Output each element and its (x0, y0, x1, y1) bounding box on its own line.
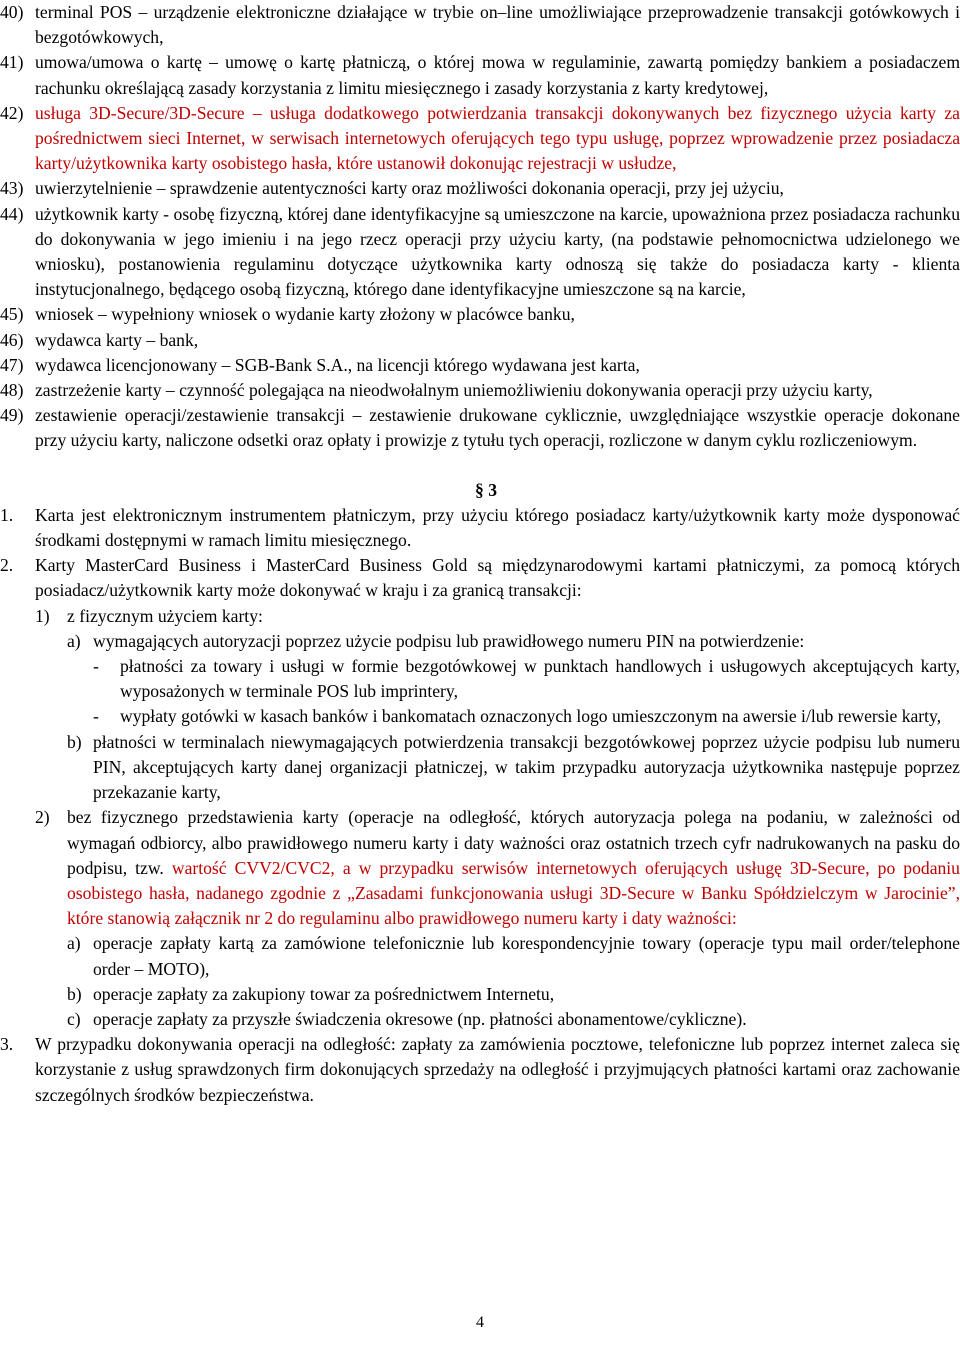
page-number: 4 (476, 1314, 484, 1331)
point-2-2 (0, 805, 960, 931)
paragraph-text: Karty MasterCard Business i MasterCard Business Gold są międzynarodowymi kartami płatniczymi, za pomocą których posiadacz/użytkownik karty może dokonywać w kraju i za granicą transakcji: (35, 555, 960, 601)
paragraph-text: Karta jest elektronicznym instrumentem płatniczym, przy użyciu którego posiadacz karty/użytkownik karty może dysponować środkami dostępnymi w ramach limitu miesięcznego. (35, 504, 960, 551)
definition-number: 44) (0, 203, 24, 224)
definition-48 (0, 378, 960, 403)
definition-text: usługa 3D-Secure/3D-Secure – usługa dodatkowego potwierdzania transakcji dokonywanych bez fizycznego użycia karty za pośrednictwem sieci Internet, w serwisach internetowych oferujących tego typu usługę, poprzez wprowadzenie przez posiadacza karty/użytkownika karty osobistego hasła, które ustanowił dokonując rejestracji w usłudze, (35, 102, 960, 174)
letter-text: operacje zapłaty za zakupiony towar za pośrednictwem Internetu, (93, 983, 555, 1004)
definition-text: wniosek – wypełniony wniosek o wydanie karty złożony w placówce banku, (35, 304, 575, 325)
point-text-black: bez fizycznego przedstawienia karty (operacje na odległość, których autoryzacja polega na podaniu, w zależności od wymagań odbiorcy, albo prawidłowego numeru karty i daty ważności oraz ostatnich trzech cyfr nadrukowanych na pasku do podpisu, tzw. (67, 807, 960, 878)
definition-text: uwierzytelnienie – sprawdzenie autentyczności karty oraz możliwości dokonania operacji, przy jej użyciu, (35, 178, 784, 199)
letter-number: a) (67, 933, 81, 954)
letter-number: b) (67, 983, 82, 1004)
definition-number: 47) (0, 354, 24, 375)
definition-number: 48) (0, 380, 24, 401)
point-number: 1) (35, 605, 50, 626)
definition-text: zestawienie operacji/zestawienie transakcji – zestawienie drukowane cyklicznie, uwzględniające wszystkie operacje dokonane przy użyciu karty, naliczone odsetki oraz opłaty i prowizje z tytułu tych operacji, rozliczone w danym cyklu rozliczeniowym. (35, 405, 960, 451)
definition-45 (0, 302, 960, 327)
definition-number: 41) (0, 52, 24, 73)
dash-item-2 (0, 704, 960, 729)
definition-49 (0, 403, 960, 453)
dash-item-1 (0, 654, 960, 704)
letter-text: operacje zapłaty kartą za zamówione telefonicznie lub korespondencyjnie towary (operacje typu mail order/telephone order – MOTO), (93, 933, 960, 979)
definition-number: 43) (0, 178, 24, 199)
definition-text: terminal POS – urządzenie elektroniczne działające w trybie on–line umożliwiające przeprowadzenie transakcji gotówkowych i bezgotówkowych, (35, 2, 960, 48)
letter-2-2-a (0, 931, 960, 981)
point-text-highlighted: wartość CVV2/CVC2, a w przypadku serwisów internetowych oferujących usługę 3D-Secure, po podaniu osobistego hasła, nadanego zgodnie z „Zasadami funkcjonowania usługi 3D-Secure w Banku Spółdzielczym w Jarocinie”, które stanowią załącznik nr 2 do regulaminu albo prawidłowego numeru karty i daty ważności: (67, 857, 960, 929)
letter-2-1-a (0, 629, 960, 654)
paragraph-number: 3. (0, 1034, 14, 1055)
letter-text: operacje zapłaty za przyszłe świadczenia okresowe (np. płatności abonamentowe/cykliczne). (93, 1008, 747, 1029)
letter-2-2-b (0, 982, 960, 1007)
letter-text: płatności w terminalach niewymagających potwierdzenia transakcji bezgotówkowej poprzez użycie podpisu lub numeru PIN, akceptujących karty danej organizacji płatniczej, w takim przypadku autoryzacja użytkownika następuje poprzez przekazanie karty, (93, 731, 960, 803)
definition-number: 49) (0, 405, 24, 426)
letter-number: c) (67, 1008, 81, 1029)
paragraph-number: 2. (0, 555, 14, 576)
definition-text: wydawca licencjonowany – SGB-Bank S.A., na licencji którego wydawana jest karta, (35, 354, 640, 375)
definition-number: 42) (0, 102, 24, 123)
definition-44 (0, 202, 960, 303)
letter-text: wymagających autoryzacji poprzez użycie podpisu lub prawidłowego numeru PIN na potwierdzenie: (93, 630, 805, 651)
definition-text: zastrzeżenie karty – czynność polegająca na nieodwołalnym uniemożliwieniu dokonywania operacji przy użyciu karty, (35, 380, 873, 401)
definition-47 (0, 353, 960, 378)
dash-text: wypłaty gotówki w kasach banków i bankomatach oznaczonych logo umieszczonym na awersie i/lub rewersie karty, (120, 706, 942, 727)
point-2-1 (0, 604, 960, 629)
paragraph-1 (0, 503, 960, 553)
point-number: 2) (35, 807, 50, 828)
definition-text: użytkownik karty - osobę fizyczną, której dane identyfikacyjne są umieszczone na karcie, upoważniona przez posiadacza rachunku do dokonywania w jego imieniu i na jego rzecz operacji przy użyciu karty, (na podstawie pełnomocnictwa udzielonego we wniosku), postanowienia regulaminu dotyczące użytkownika karty odnoszą się także do posiadacza karty - klienta instytucjonalnego, będącego osobą fizyczną, którego dane identyfikacyjne umieszczone są na karcie, (35, 203, 960, 300)
point-text: z fizycznym użyciem karty: (67, 605, 263, 626)
definition-number: 40) (0, 2, 24, 22)
definition-46 (0, 328, 960, 353)
dash-marker: - (93, 706, 99, 727)
definition-text: wydawca karty – bank, (35, 329, 199, 350)
definition-42 (0, 101, 960, 177)
paragraph-number: 1. (0, 504, 14, 525)
definition-number: 45) (0, 304, 24, 325)
section-heading (0, 478, 960, 503)
letter-number: a) (67, 630, 81, 651)
dash-text: płatności za towary i usługi w formie bezgotówkowej w punktach handlowych i usługowych akceptujących karty, wyposażonych w terminale POS lub imprintery, (120, 656, 960, 702)
paragraph-2 (0, 553, 960, 603)
letter-number: b) (67, 731, 82, 752)
letter-2-2-c (0, 1007, 960, 1032)
definition-40 (0, 0, 960, 50)
letter-2-1-b (0, 730, 960, 806)
dash-marker: - (93, 656, 99, 677)
paragraph-3 (0, 1032, 960, 1108)
section-number: 3 (488, 479, 497, 500)
section-symbol: § (475, 479, 484, 500)
definition-number: 46) (0, 329, 24, 350)
definition-43 (0, 176, 960, 201)
paragraph-text: W przypadku dokonywania operacji na odległość: zapłaty za zamówienia pocztowe, telefoniczne lub poprzez internet zaleca się korzystanie z usług sprawdzonych firm dokonujących sprzedaży na odległość i przyjmujących płatności kartami oraz zachowanie szczególnych środków bezpieczeństwa. (35, 1034, 960, 1105)
definition-text: umowa/umowa o kartę – umowę o kartę płatniczą, o której mowa w regulaminie, zawartą pomiędzy bankiem a posiadaczem rachunku określającą zasady korzystania z limitu miesięcznego i zasady korzystania z karty kredytowej, (35, 52, 960, 98)
definition-41 (0, 50, 960, 100)
